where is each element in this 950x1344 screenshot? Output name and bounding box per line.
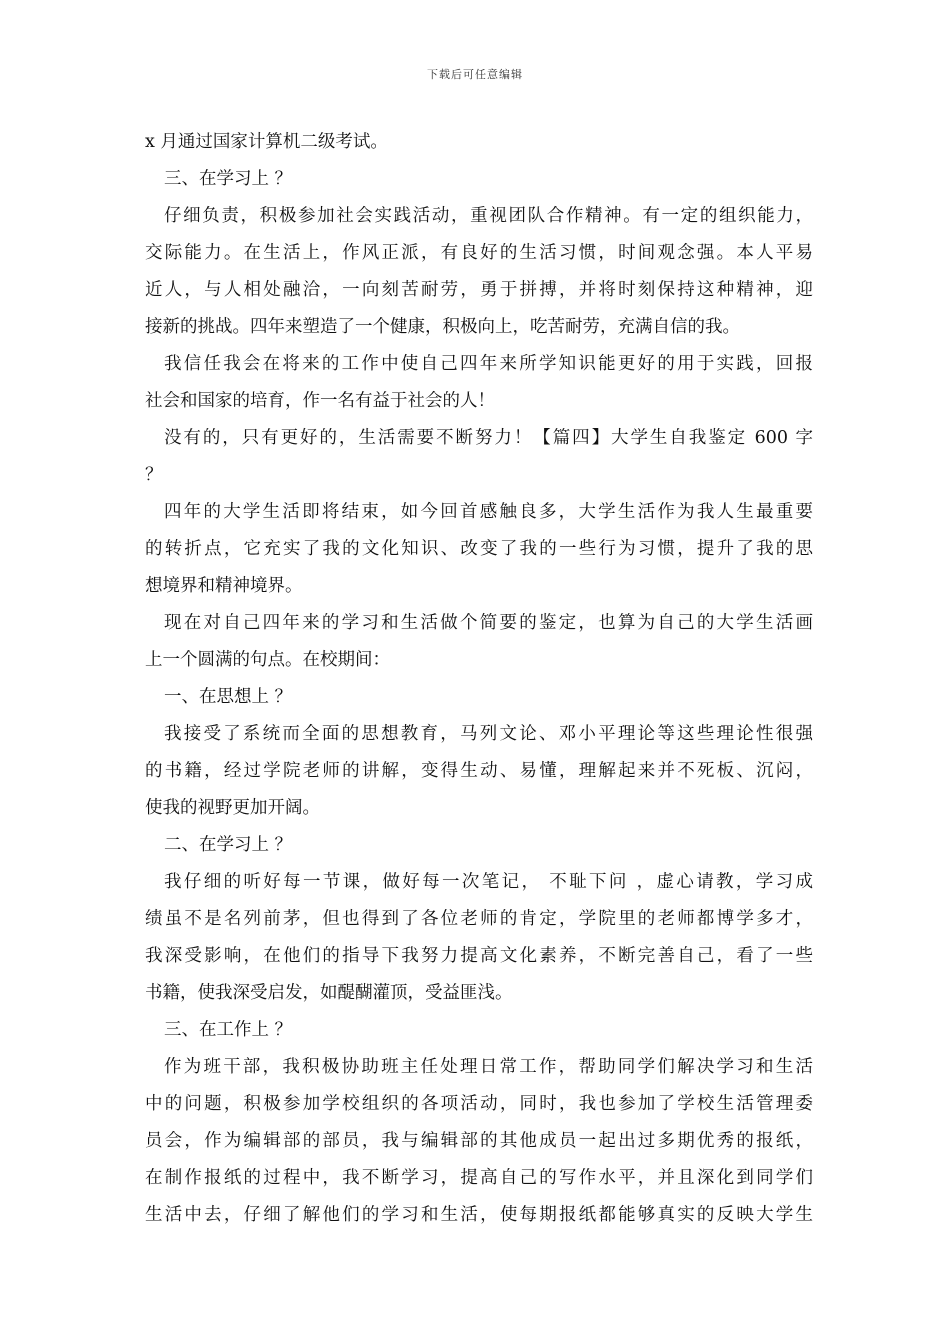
page-header: 下载后可任意编辑 (427, 68, 523, 81)
document-body (145, 124, 813, 1234)
text-line: 我仔细的听好每一节课，做好每一次笔记， 不耻下问 ，虚心请教，学习成 (164, 872, 813, 892)
text-line: ？ (145, 465, 163, 485)
text-line: 书籍，使我深受启发，如醍醐灌顶，受益匪浅。 (145, 983, 513, 1003)
text-line: 三、在学习上 ？ (164, 169, 293, 189)
text-line: 一、在思想上 ？ (164, 687, 293, 707)
text-line: 上一个圆满的句点。在校期间： (145, 650, 390, 670)
text-line: 二、在学习上 ？ (164, 835, 293, 855)
text-line: 我信任我会在将来的工作中使自己四年来所学知识能更好的用于实践，回报 (164, 354, 813, 374)
text-line: 交际能力。在生活上，作风正派，有良好的生活习惯，时间观念强。本人平易 (145, 243, 813, 263)
text-line: 我接受了系统而全面的思想教育，马列文论、邓小平理论等这些理论性很强 (164, 724, 813, 744)
text-line: 绩虽不是名列前茅，但也得到了各位老师的肯定，学院里的老师都博学多才， (145, 909, 813, 929)
text-line: 仔细负责，积极参加社会实践活动，重视团队合作精神。有一定的组织能力， (164, 206, 813, 226)
text-line: 四年的大学生活即将结束，如今回首感触良多，大学生活作为我人生最重要 (164, 502, 813, 522)
text-line: 的转折点，它充实了我的文化知识、改变了我的一些行为习惯，提升了我的思 (145, 539, 813, 559)
text-line: 在制作报纸的过程中，我不断学习，提高自己的写作水平，并且深化到同学们 (145, 1168, 813, 1188)
text-line: 的书籍，经过学院老师的讲解，变得生动、易懂，理解起来并不死板、沉闷， (145, 761, 813, 781)
text-line: 近人，与人相处融洽，一向刻苦耐劳，勇于拼搏，并将时刻保持这种精神，迎 (145, 280, 813, 300)
text-line: 中的问题，积极参加学校组织的各项活动，同时，我也参加了学校生活管理委 (145, 1094, 813, 1114)
text-line: 没有的，只有更好的，生活需要不断努力！【篇四】大学生自我鉴定 600 字 (164, 428, 813, 448)
text-line: 生活中去，仔细了解他们的学习和生活，使每期报纸都能够真实的反映大学生 (145, 1205, 813, 1225)
text-line: 我深受影响，在他们的指导下我努力提高文化素养，不断完善自己，看了一些 (145, 946, 813, 966)
text-line: 三、在工作上 ？ (164, 1020, 293, 1040)
text-line: 想境界和精神境界。 (145, 576, 303, 596)
text-line: 员会，作为编辑部的部员，我与编辑部的其他成员一起出过多期优秀的报纸， (145, 1131, 813, 1151)
text-line: 接新的挑战。四年来塑造了一个健康，积极向上，吃苦耐劳，充满自信的我。 (145, 317, 740, 337)
text-line: 现在对自己四年来的学习和生活做个简要的鉴定，也算为自己的大学生活画 (164, 613, 813, 633)
text-line: 社会和国家的培育，作一名有益于社会的人！ (145, 391, 495, 411)
text-line: 作为班干部，我积极协助班主任处理日常工作，帮助同学们解决学习和生活 (164, 1057, 813, 1077)
text-line: x 月通过国家计算机二级考试。 (145, 132, 388, 152)
text-line: 使我的视野更加开阔。 (145, 798, 320, 818)
